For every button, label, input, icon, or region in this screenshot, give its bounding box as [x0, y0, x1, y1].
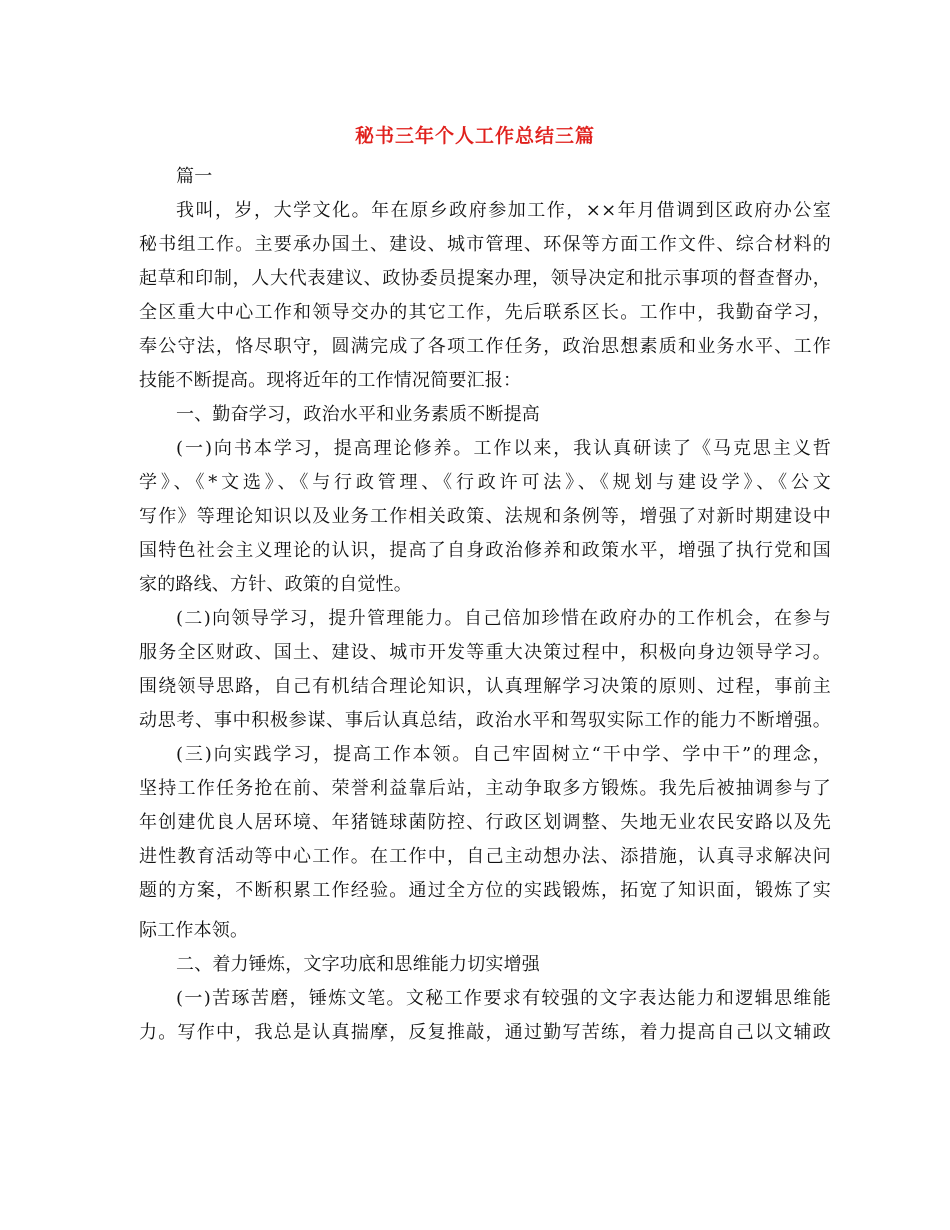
- text-line: 服务全区财政、国土、建设、城市开发等重大决策过程中，积极向身边领导学习。: [139, 642, 831, 663]
- text-line: 全区重大中心工作和领导交办的其它工作，先后联系区长。工作中，我勤奋学习，: [139, 302, 831, 323]
- text-line: 奉公守法，恪尽职守，圆满完成了各项工作任务，政治思想素质和业务水平、工作: [139, 336, 831, 357]
- text-line: 我叫，岁，大学文化。年在原乡政府参加工作，××年月借调到区政府办公室: [176, 200, 831, 221]
- text-line: 技能不断提高。现将近年的工作情况简要汇报：: [139, 370, 522, 391]
- text-line: (二)向领导学习，提升管理能力。自己倍加珍惜在政府办的工作机会，在参与: [176, 608, 831, 629]
- text-line: 篇一: [176, 166, 213, 187]
- text-line: 秘书组工作。主要承办国土、建设、城市管理、环保等方面工作文件、综合材料的: [139, 234, 831, 255]
- text-line: 题的方案，不断积累工作经验。通过全方位的实践锻炼，拓宽了知识面，锻炼了实: [139, 880, 831, 901]
- text-line: 写作》等理论知识以及业务工作相关政策、法规和条例等，增强了对新时期建设中: [139, 506, 831, 527]
- text-line: 二、着力锤炼，文字功底和思维能力切实增强: [176, 954, 540, 975]
- text-line: 动思考、事中积极参谋、事后认真总结，政治水平和驾驭实际工作的能力不断增强。: [139, 710, 831, 731]
- text-line: 坚持工作任务抢在前、荣誉利益靠后站，主动争取多方锻炼。我先后被抽调参与了: [139, 778, 831, 799]
- document-title: 秘书三年个人工作总结三篇: [354, 125, 595, 147]
- text-line: 围绕领导思路，自己有机结合理论知识，认真理解学习决策的原则、过程，事前主: [139, 676, 831, 697]
- text-line: 国特色社会主义理论的认识，提高了自身政治修养和政策水平，增强了执行党和国: [139, 540, 831, 561]
- text-line: 力。写作中，我总是认真揣摩，反复推敲，通过勤写苦练，着力提高自己以文辅政: [139, 1022, 831, 1043]
- text-line: (一)苦琢苦磨，锤炼文笔。文秘工作要求有较强的文字表达能力和逻辑思维能: [176, 988, 831, 1009]
- text-line: 年创建优良人居环境、年猪链球菌防控、行政区划调整、失地无业农民安路以及先: [139, 812, 831, 833]
- text-line: 一、勤奋学习，政治水平和业务素质不断提高: [176, 404, 540, 425]
- text-line: 际工作本领。: [139, 920, 249, 941]
- text-line: 起草和印制，人大代表建议、政协委员提案办理，领导决定和批示事项的督查督办，: [139, 268, 831, 289]
- document-body: [139, 160, 831, 1050]
- text-line: (一)向书本学习，提高理论修养。工作以来，我认真研读了《马克思主义哲: [176, 438, 831, 459]
- text-line: (三)向实践学习，提高工作本领。自己牢固树立“干中学、学中干”的理念，: [176, 744, 831, 765]
- text-line: 家的路线、方针、政策的自觉性。: [139, 574, 412, 595]
- text-line: 进性教育活动等中心工作。在工作中，自己主动想办法、添措施，认真寻求解决问: [139, 846, 831, 867]
- text-line: 学》、《*文选》、《与行政管理、《行政许可法》、《规划与建设学》、《公文: [139, 472, 831, 493]
